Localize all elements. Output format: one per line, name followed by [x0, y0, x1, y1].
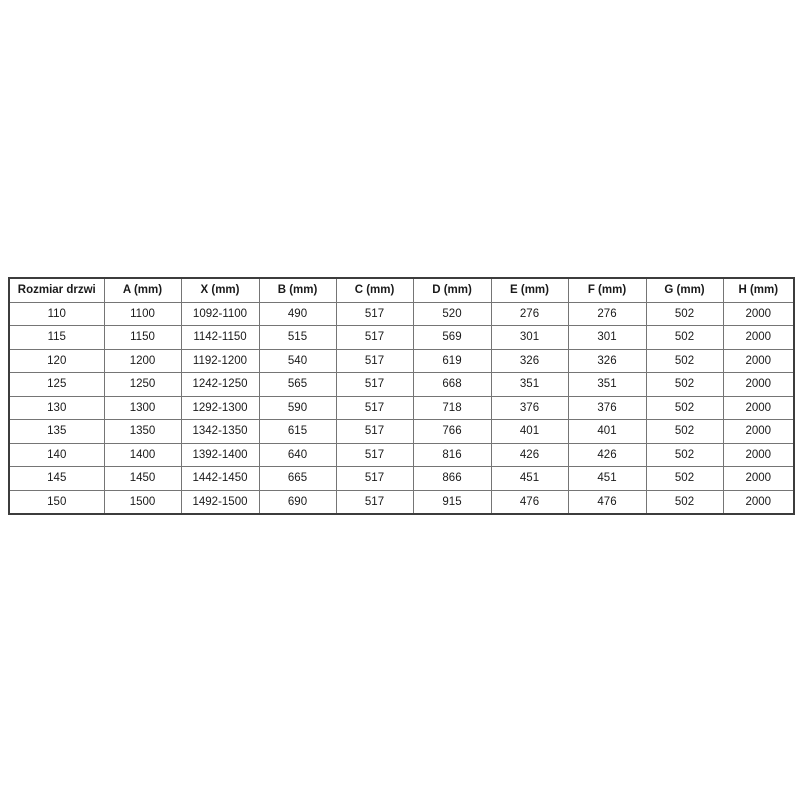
column-header: B (mm) — [259, 278, 336, 302]
column-header: Rozmiar drzwi — [9, 278, 104, 302]
table-cell: 515 — [259, 326, 336, 350]
table-cell: 517 — [336, 396, 413, 420]
table-cell: 668 — [413, 373, 491, 397]
table-cell: 502 — [646, 443, 723, 467]
table-row — [9, 349, 794, 373]
table-cell: 1400 — [104, 443, 181, 467]
table-cell: 1092-1100 — [181, 302, 259, 326]
table-cell: 1500 — [104, 490, 181, 514]
table-row — [9, 443, 794, 467]
column-header: C (mm) — [336, 278, 413, 302]
table-cell: 476 — [568, 490, 646, 514]
table-cell: 502 — [646, 420, 723, 444]
table-cell: 517 — [336, 373, 413, 397]
column-header: G (mm) — [646, 278, 723, 302]
table-cell: 502 — [646, 349, 723, 373]
table-cell: 615 — [259, 420, 336, 444]
table-cell: 520 — [413, 302, 491, 326]
column-header: E (mm) — [491, 278, 568, 302]
column-header: D (mm) — [413, 278, 491, 302]
table-cell: 1100 — [104, 302, 181, 326]
table-row — [9, 420, 794, 444]
table-cell: 401 — [491, 420, 568, 444]
table-cell: 301 — [491, 326, 568, 350]
column-header: X (mm) — [181, 278, 259, 302]
table-cell: 276 — [568, 302, 646, 326]
table-header — [9, 278, 794, 302]
table-cell: 326 — [568, 349, 646, 373]
table-cell: 540 — [259, 349, 336, 373]
table-cell: 517 — [336, 443, 413, 467]
column-header: A (mm) — [104, 278, 181, 302]
table-cell: 2000 — [723, 490, 794, 514]
table-cell: 2000 — [723, 302, 794, 326]
header-row — [9, 278, 794, 302]
table-cell: 1350 — [104, 420, 181, 444]
table-cell: 502 — [646, 490, 723, 514]
table-cell: 1342-1350 — [181, 420, 259, 444]
table-cell: 1242-1250 — [181, 373, 259, 397]
table-cell: 517 — [336, 420, 413, 444]
door-size-table-container — [8, 277, 793, 515]
table-cell: 2000 — [723, 420, 794, 444]
table-cell: 376 — [568, 396, 646, 420]
table-cell: 1442-1450 — [181, 467, 259, 491]
column-header: F (mm) — [568, 278, 646, 302]
table-cell: 426 — [568, 443, 646, 467]
table-cell: 2000 — [723, 326, 794, 350]
table-cell: 502 — [646, 467, 723, 491]
table-cell: 125 — [9, 373, 104, 397]
table-cell: 130 — [9, 396, 104, 420]
table-cell: 1300 — [104, 396, 181, 420]
table-cell: 619 — [413, 349, 491, 373]
table-cell: 1492-1500 — [181, 490, 259, 514]
table-cell: 451 — [491, 467, 568, 491]
table-cell: 1150 — [104, 326, 181, 350]
table-cell: 866 — [413, 467, 491, 491]
table-cell: 718 — [413, 396, 491, 420]
table-cell: 1142-1150 — [181, 326, 259, 350]
column-header: H (mm) — [723, 278, 794, 302]
table-cell: 1250 — [104, 373, 181, 397]
table-cell: 351 — [491, 373, 568, 397]
table-row — [9, 396, 794, 420]
table-cell: 426 — [491, 443, 568, 467]
table-cell: 565 — [259, 373, 336, 397]
table-cell: 376 — [491, 396, 568, 420]
table-cell: 590 — [259, 396, 336, 420]
table-cell: 816 — [413, 443, 491, 467]
table-cell: 326 — [491, 349, 568, 373]
table-cell: 502 — [646, 326, 723, 350]
table-cell: 2000 — [723, 396, 794, 420]
table-cell: 451 — [568, 467, 646, 491]
table-row — [9, 467, 794, 491]
table-cell: 1200 — [104, 349, 181, 373]
table-cell: 351 — [568, 373, 646, 397]
table-cell: 301 — [568, 326, 646, 350]
table-cell: 517 — [336, 326, 413, 350]
table-cell: 502 — [646, 373, 723, 397]
table-cell: 476 — [491, 490, 568, 514]
table-cell: 2000 — [723, 373, 794, 397]
table-cell: 120 — [9, 349, 104, 373]
size-table — [8, 277, 795, 515]
table-cell: 2000 — [723, 443, 794, 467]
table-cell: 115 — [9, 326, 104, 350]
table-cell: 517 — [336, 349, 413, 373]
table-cell: 140 — [9, 443, 104, 467]
table-cell: 150 — [9, 490, 104, 514]
table-cell: 490 — [259, 302, 336, 326]
table-body — [9, 302, 794, 514]
table-cell: 110 — [9, 302, 104, 326]
table-row — [9, 373, 794, 397]
table-cell: 1192-1200 — [181, 349, 259, 373]
table-cell: 665 — [259, 467, 336, 491]
table-cell: 502 — [646, 302, 723, 326]
table-cell: 1450 — [104, 467, 181, 491]
table-cell: 915 — [413, 490, 491, 514]
table-cell: 1392-1400 — [181, 443, 259, 467]
table-cell: 766 — [413, 420, 491, 444]
table-cell: 517 — [336, 467, 413, 491]
table-cell: 276 — [491, 302, 568, 326]
table-cell: 640 — [259, 443, 336, 467]
table-cell: 1292-1300 — [181, 396, 259, 420]
table-cell: 135 — [9, 420, 104, 444]
table-cell: 517 — [336, 490, 413, 514]
table-cell: 2000 — [723, 349, 794, 373]
table-row — [9, 490, 794, 514]
table-cell: 401 — [568, 420, 646, 444]
table-cell: 502 — [646, 396, 723, 420]
table-row — [9, 302, 794, 326]
table-cell: 690 — [259, 490, 336, 514]
table-cell: 517 — [336, 302, 413, 326]
table-cell: 2000 — [723, 467, 794, 491]
table-cell: 569 — [413, 326, 491, 350]
table-cell: 145 — [9, 467, 104, 491]
table-row — [9, 326, 794, 350]
